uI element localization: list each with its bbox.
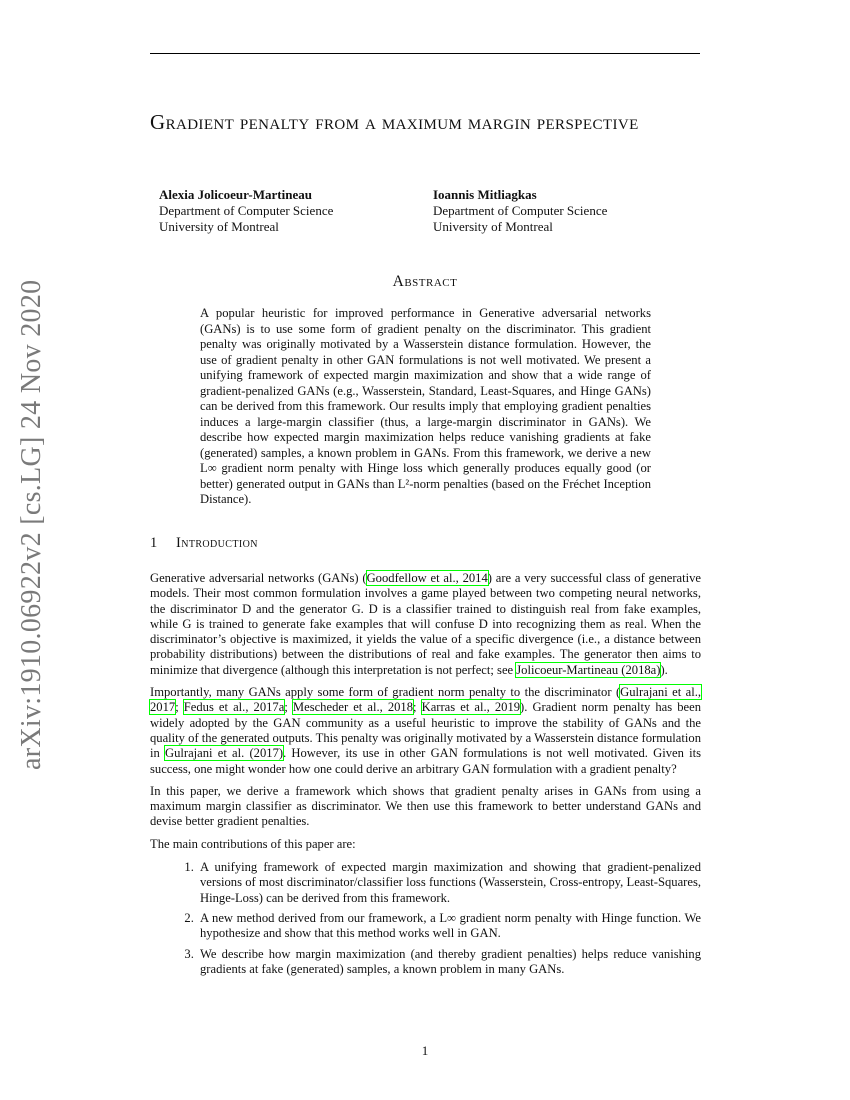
body-text (150, 571, 701, 982)
p2-sep-2: ; (284, 700, 293, 715)
paragraph-2 (150, 685, 701, 777)
p2-sep-1: ; (175, 700, 184, 715)
citation-gulrajani-2017[interactable]: Gulrajani et al., 2017 (150, 685, 701, 715)
author-block-1 (159, 187, 333, 235)
abstract-heading: Abstract (392, 273, 458, 290)
citation-mescheder-2018[interactable]: Mescheder et al., 2018 (292, 700, 414, 715)
page-number: 1 (421, 1043, 429, 1058)
p2-text-c: . However, its use in other GAN formulations is not well motivated. Given its success, one might wonder how one could derive an arbitrary GAN formulation with a gradient penalty? (150, 746, 701, 776)
paragraph-1 (150, 571, 701, 678)
author-name-2: Ioannis Mitliagkas (433, 187, 537, 202)
p2-sep-3: ; (413, 700, 422, 715)
p1-text-a: Generative adversarial networks (GANs) ( (150, 571, 367, 585)
p1-text-c: ). (660, 662, 668, 677)
section-number: 1 (150, 535, 158, 551)
author-name-1: Alexia Jolicoeur-Martineau (159, 187, 312, 202)
citation-jolicoeur-2018a[interactable]: Jolicoeur-Martineau (2018a) (516, 662, 661, 677)
arxiv-stamp: arXiv:1910.06922v2 [cs.LG] 24 Nov 2020 (16, 279, 47, 770)
citation-fedus-2017a[interactable]: Fedus et al., 2017a (183, 700, 285, 715)
author-univ-1: University of Montreal (159, 219, 279, 234)
contribution-item-2: 2. A new method derived from our framework, a L∞ gradient norm penalty with Hinge function. We hypothesize and show that this method works well in GAN. (197, 911, 701, 942)
paragraph-3: In this paper, we derive a framework which shows that gradient penalty arises in GANs from using a maximum margin classifier as discriminator. We then use this framework to better understand GANs and devise better gradient penalties. (150, 783, 701, 829)
author-dept-2: Department of Computer Science (433, 203, 608, 218)
p2-text-a: Importantly, many GANs apply some form of gradient norm penalty to the discriminator ( (150, 685, 621, 700)
section-heading (150, 535, 258, 552)
contributions-list (150, 860, 701, 977)
citation-goodfellow-2014[interactable]: Goodfellow et al., 2014 (366, 571, 488, 585)
paragraph-4: The main contributions of this paper are: (150, 836, 356, 851)
paper-title: Gradient penalty from a maximum margin perspective (150, 110, 639, 134)
contribution-item-3: 3. We describe how margin maximization (and thereby gradient penalties) helps reduce vanishing gradients at fake (generated) samples, a known problem in many GANs. (197, 947, 701, 978)
citation-karras-2019[interactable]: Karras et al., 2019 (421, 700, 521, 715)
p2-text-b: ). Gradient norm penalty has been widely adopted by the GAN community as a useful heuristic to improve the stability of GANs and the quality of the generated outputs. This penalty was originally motivated by a Wasserstein distance formulation in (150, 700, 702, 761)
section-title: Introduction (176, 535, 258, 551)
abstract-text: A popular heuristic for improved performance in Generative adversarial networks (GANs) is to use some form of gradient penalty on the discriminator. This gradient penalty was originally motivated by a Wasserstein distance formulation. However, the use of gradient penalty in other GAN formulations is not well motivated. We present a unifying framework of expected margin maximization and show that a wide range of gradient-penalized GANs (e.g., Wasserstein, Standard, Least-Squares, and Hinge GANs) can be derived from this framework. Our results imply that employing gradient penalties induces a large-margin classifier (thus, a large-margin discriminator in GANs). We describe how expected margin maximization helps reduce vanishing gradients at fake (generated) samples, a known problem in GANs. From this framework, we derive a new L∞ gradient norm penalty with Hinge loss which generally produces equally good (or better) generated output in GANs than L²-norm penalties (based on the Fréchet Inception Distance). (200, 306, 651, 506)
author-block-2 (433, 187, 607, 235)
p1-text-b: ) are a very successful class of generative models. Their most common formulation involves a game played between two competing neural networks, the discriminator D and the generator G. D is a classifier trained to distinguish real from fake examples, while G is trained to generate fake examples that will confuse D into recognizing them as real. When the discriminator’s objective is maximized, it yields the value of a specific divergence (i.e., a distance between probability distributions) between the distributions of real and fake examples. The generator then aims to minimize that divergence (although this interpretation is not perfect; see (150, 571, 701, 677)
author-univ-2: University of Montreal (433, 219, 553, 234)
citation-gulrajani-2017-inline[interactable]: Gulrajani et al. (2017) (165, 746, 284, 761)
top-rule (150, 53, 700, 54)
author-dept-1: Department of Computer Science (159, 203, 334, 218)
contribution-item-1: 1. A unifying framework of expected margin maximization and showing that gradient-penalized versions of most discriminator/classifier loss functions (Wasserstein, Cross-entropy, Least-Squares, Hinge-Loss) can be derived from this framework. (197, 860, 701, 906)
